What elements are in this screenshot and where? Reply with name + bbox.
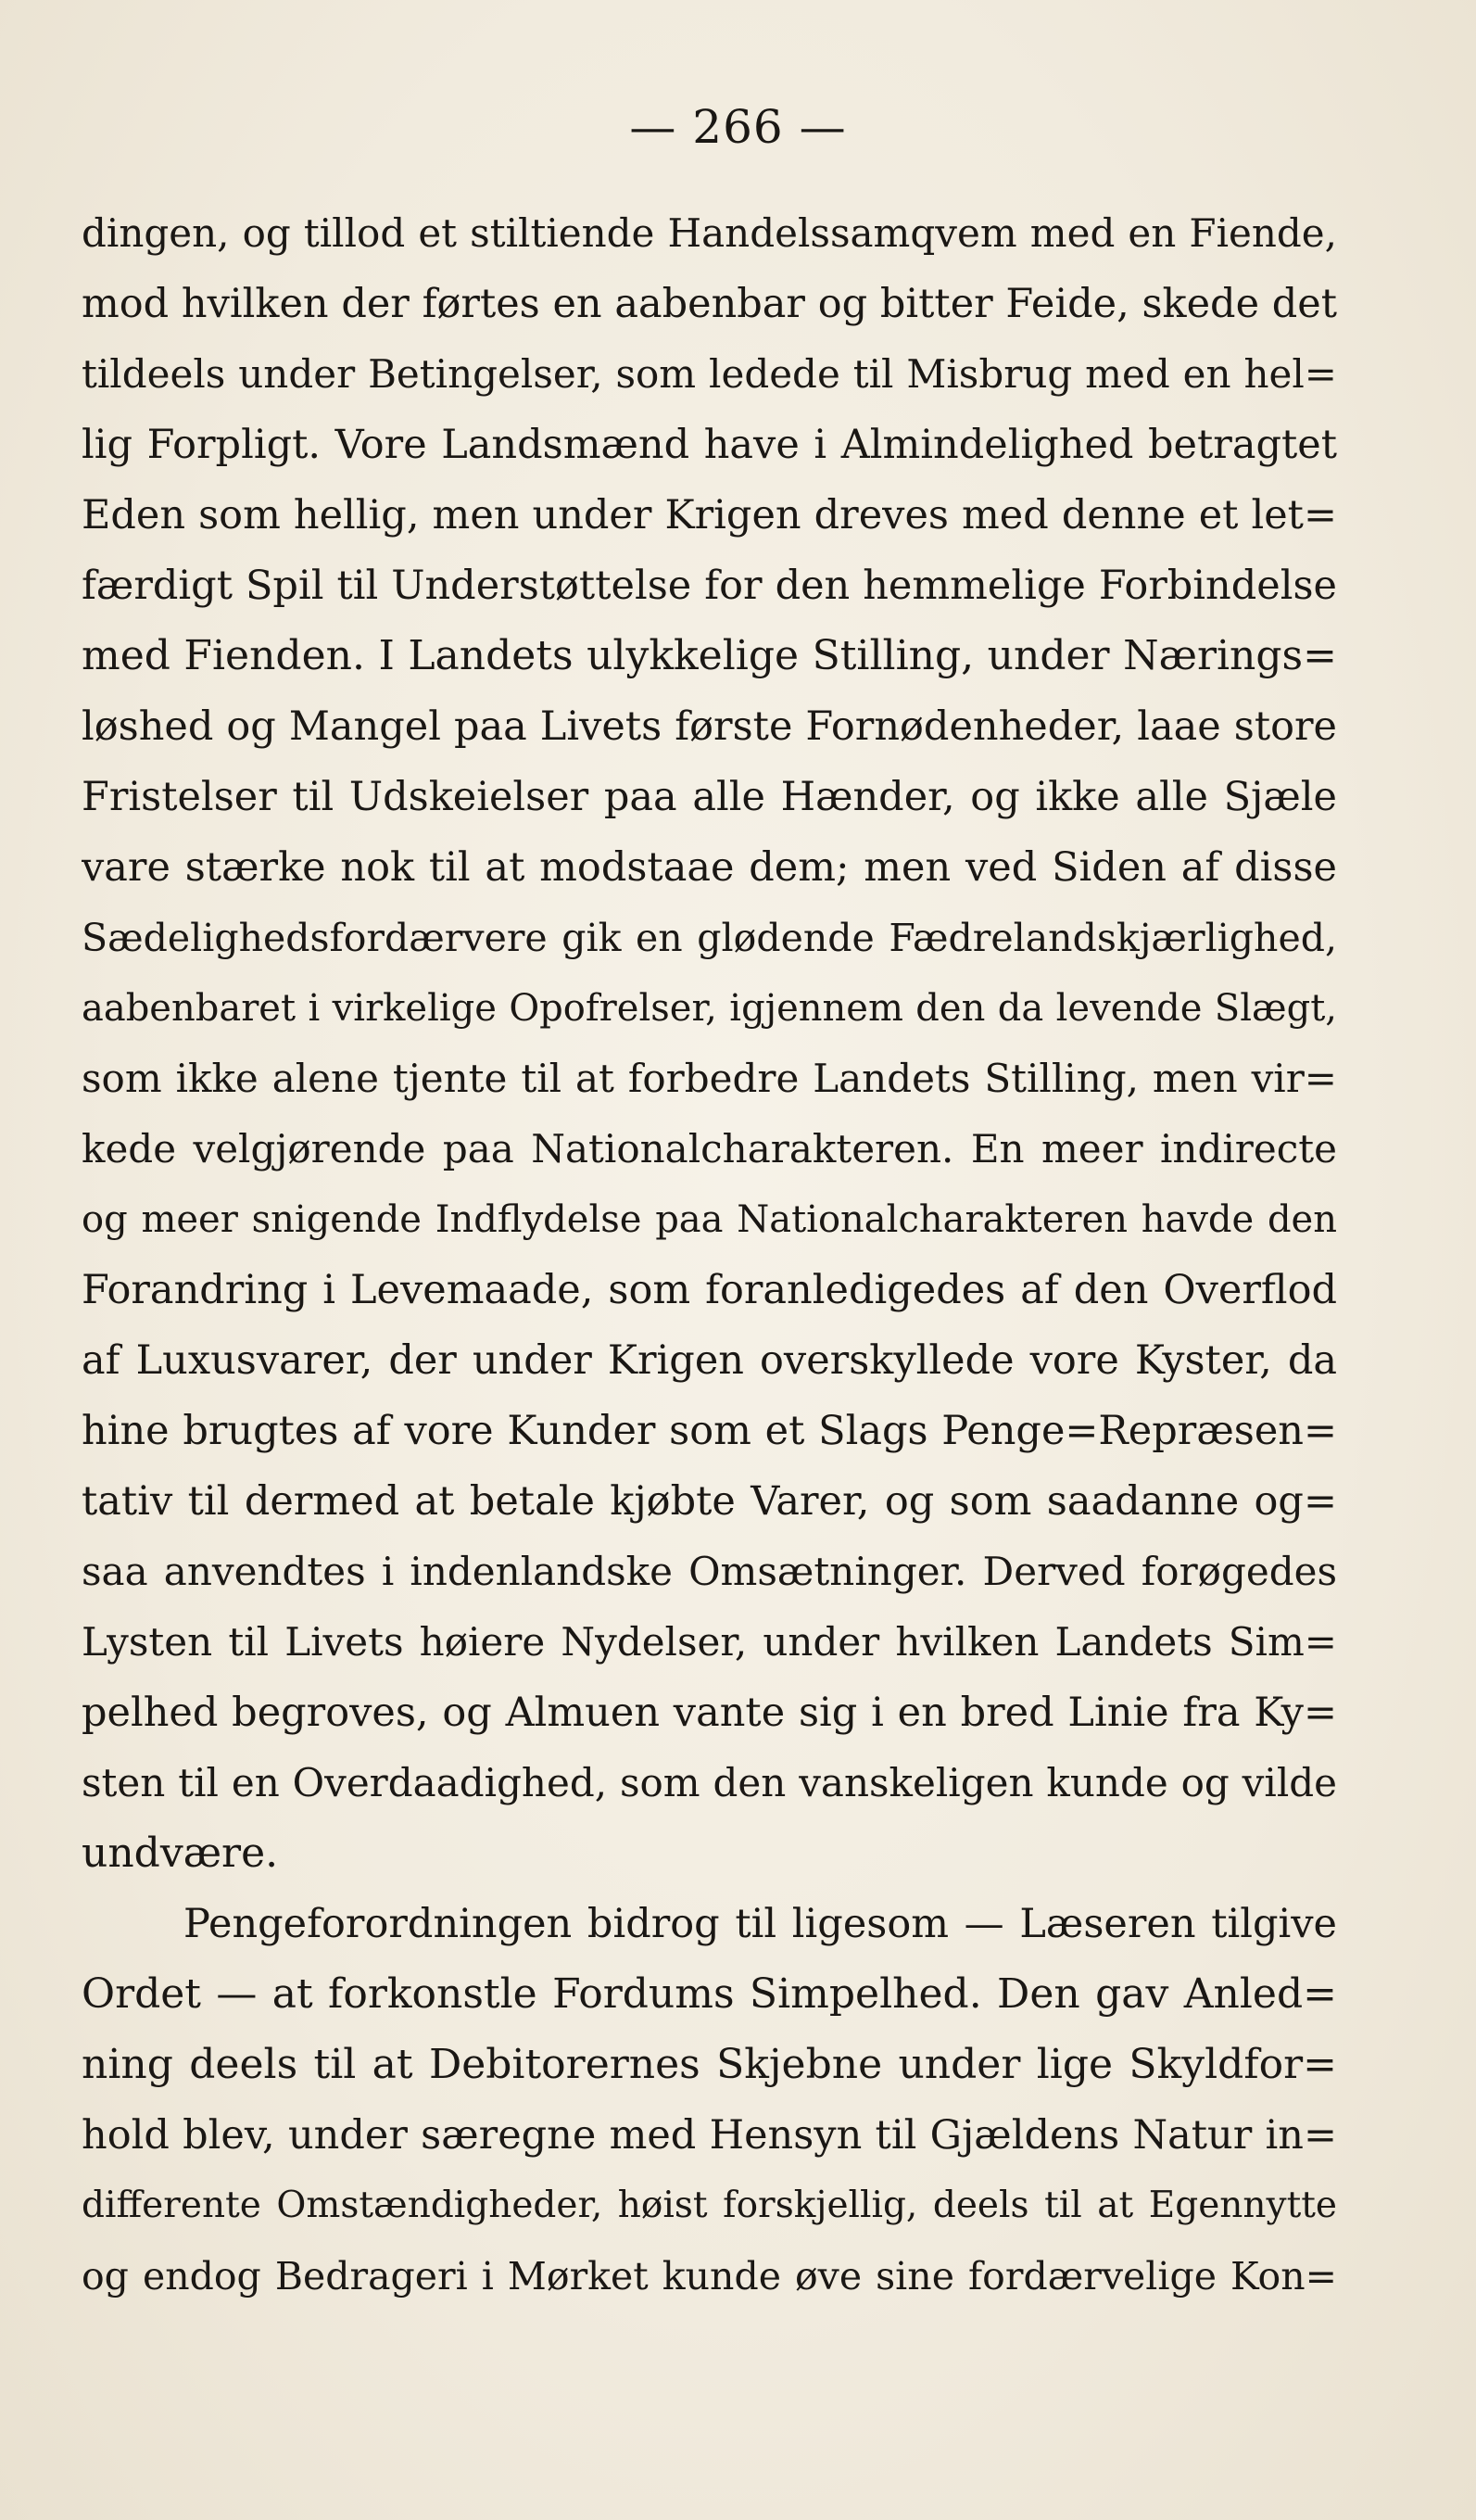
- text-line: med Fienden. I Landets ulykkelige Stilling, under Nærings=: [82, 632, 1337, 679]
- text-line: og endog Bedrageri i Mørket kunde øve sine fordærvelige Kon=: [82, 2254, 1337, 2298]
- text-line: hold blev, under særegne med Hensyn til Gjældens Natur in=: [82, 2112, 1337, 2159]
- text-line: dingen, og tillod et stiltiende Handelssamqvem med en Fiende,: [82, 210, 1337, 256]
- text-line: Lysten til Livets høiere Nydelser, under hvilken Landets Sim=: [82, 1619, 1337, 1665]
- text-line: hine brugtes af vore Kunder som et Slags Penge=Repræsen=: [82, 1408, 1337, 1454]
- text-line: af Luxusvarer, der under Krigen overskyllede vore Kyster, da: [82, 1337, 1337, 1384]
- text-line: og meer snigende Indflydelse paa Nationalcharakteren havde den: [82, 1198, 1337, 1241]
- text-line: vare stærke nok til at modstaae dem; men ved Siden af disse: [82, 844, 1337, 891]
- text-line: lig Forpligt. Vore Landsmænd have i Almindelighed betragtet: [82, 422, 1337, 468]
- text-line: Pengeforordningen bidrog til ligesom — Læseren tilgive: [183, 1901, 1337, 1947]
- text-line: Sædelighedsfordærvere gik en glødende Fædrelandskjærlighed,: [82, 916, 1337, 960]
- text-line: aabenbaret i virkelige Opofrelser, igjennem den da levende Slægt,: [82, 987, 1337, 1030]
- text-line: kede velgjørende paa Nationalcharakteren. En meer indirecte: [82, 1126, 1337, 1171]
- text-line: mod hvilken der førtes en aabenbar og bitter Feide, skede det: [82, 281, 1337, 327]
- text-line: sten til en Overdaadighed, som den vanskeligen kunde og vilde: [82, 1760, 1337, 1805]
- text-line: tativ til dermed at betale kjøbte Varer, og som saadanne og=: [82, 1478, 1337, 1525]
- paragraph: [82, 198, 1337, 1889]
- text-line: Ordet — at forkonstle Fordums Simpelhed. Den gav Anled=: [82, 1970, 1337, 2018]
- text-line: pelhed begroves, og Almuen vante sig i en bred Linie fra Ky=: [82, 1690, 1337, 1736]
- text-line: Forandring i Levemaade, som foranledigedes af den Overflod: [82, 1267, 1337, 1313]
- text-line: tildeels under Betingelser, som ledede til Misbrug med en hel=: [82, 351, 1337, 397]
- page-number: — 266 —: [629, 100, 847, 154]
- text-line: færdigt Spil til Understøttelse for den hemmelige Forbindelse: [82, 563, 1337, 609]
- text-line: differente Omstændigheder, høist forskjellig, deels til at Egennytte: [82, 2184, 1337, 2226]
- text-line: ning deels til at Debitorernes Skjebne under lige Skyldfor=: [82, 2041, 1337, 2088]
- text-line: Eden som hellig, men under Krigen dreves med denne et let=: [82, 492, 1337, 538]
- text-line: Fristelser til Udskeielser paa alle Hænder, og ikke alle Sjæle: [82, 774, 1337, 820]
- text-line: saa anvendtes i indenlandske Omsætninger. Derved forøgedes: [82, 1549, 1337, 1594]
- paragraph: [82, 1889, 1337, 2311]
- text-line: undvære.: [82, 1830, 279, 1877]
- body-text: [82, 198, 1337, 2311]
- text-line: løshed og Mangel paa Livets første Fornødenheder, laae store: [82, 703, 1337, 750]
- text-line: som ikke alene tjente til at forbedre Landets Stilling, men vir=: [82, 1056, 1337, 1101]
